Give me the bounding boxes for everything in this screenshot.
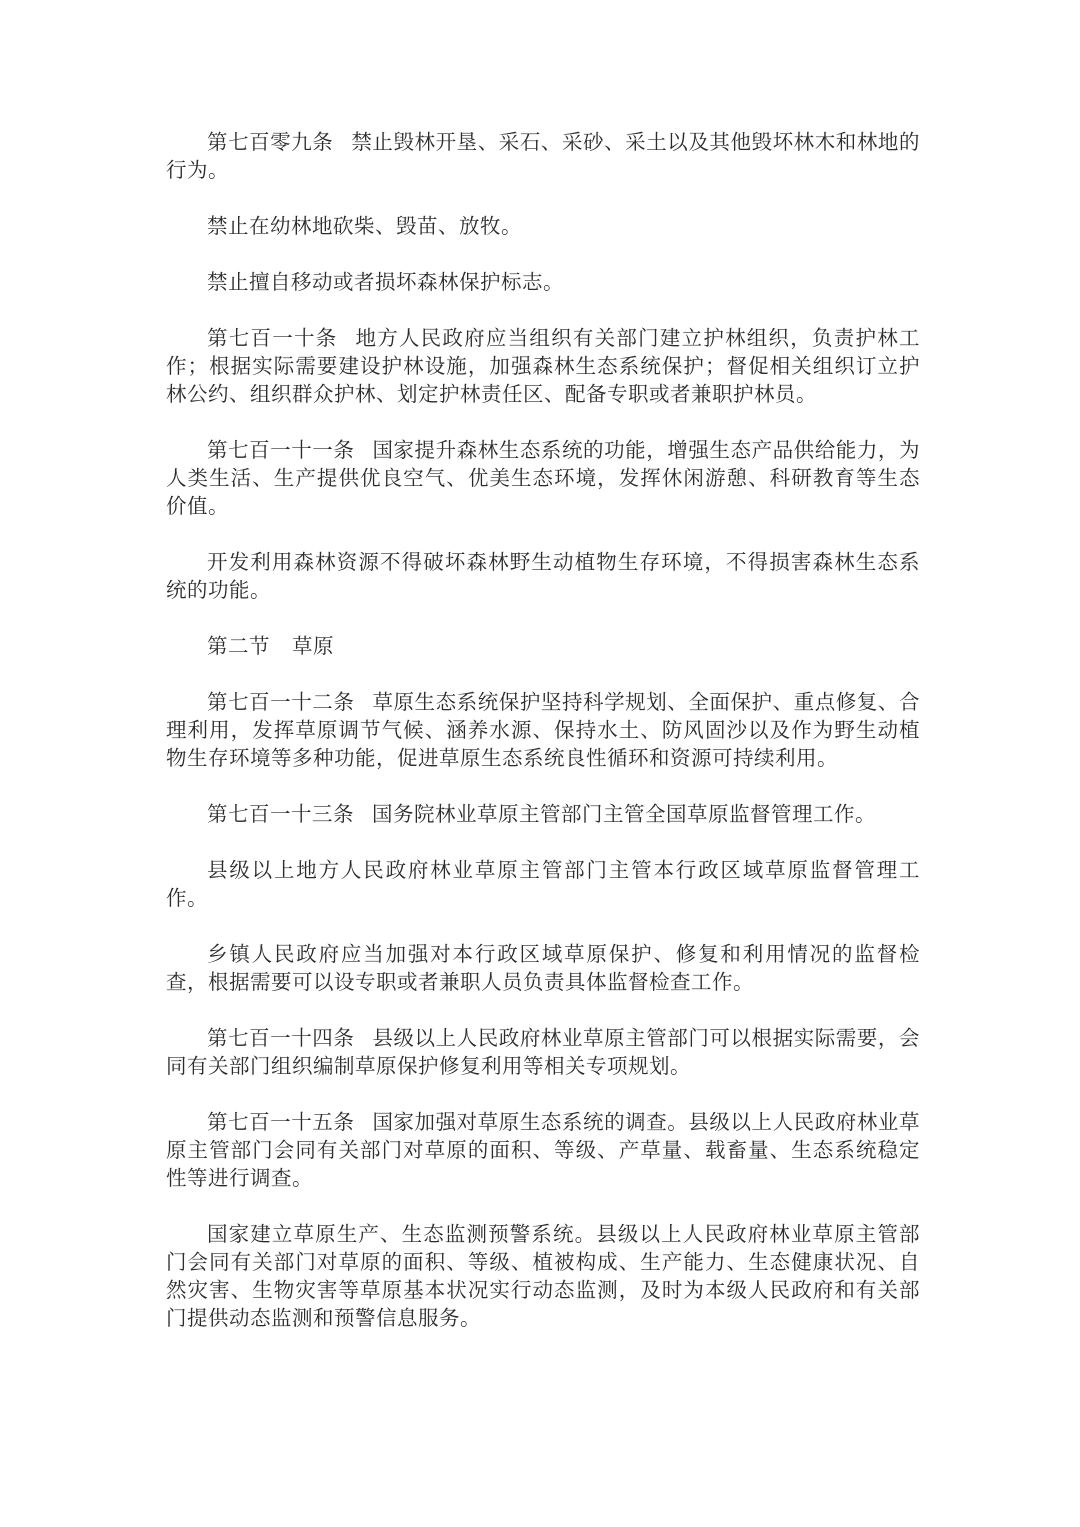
article-text: 禁止毁林开垦、采石、采砂、采土以及其他毁坏林木和林地的行为。 <box>166 130 920 182</box>
paragraph-article-710 <box>166 324 920 408</box>
section-number: 第二节 <box>207 634 270 658</box>
paragraph-article-712 <box>166 688 920 772</box>
article-number: 第七百零九条 <box>207 130 334 154</box>
paragraph-711-clause-2 <box>166 548 920 604</box>
article-text: 县级以上人民政府林业草原主管部门可以根据实际需要，会同有关部门组织编制草原保护修复利用等相关专项规划。 <box>166 1026 920 1078</box>
article-text: 国家建立草原生产、生态监测预警系统。县级以上人民政府林业草原主管部门会同有关部门对草原的面积、等级、植被构成、生产能力、生态健康状况、自然灾害、生物灾害等草原基本状况实行动态监测，及时为本级人民政府和有关部门提供动态监测和预警信息服务。 <box>166 1222 920 1330</box>
paragraph-article-714 <box>166 1024 920 1080</box>
article-number: 第七百一十一条 <box>207 438 355 462</box>
article-text: 开发利用森林资源不得破坏森林野生动植物生存环境，不得损害森林生态系统的功能。 <box>166 550 920 602</box>
article-text: 乡镇人民政府应当加强对本行政区域草原保护、修复和利用情况的监督检查，根据需要可以设专职或者兼职人员负责具体监督检查工作。 <box>166 942 920 994</box>
document-body <box>166 128 920 1332</box>
section-heading <box>166 632 920 660</box>
article-text: 地方人民政府应当组织有关部门建立护林组织，负责护林工作；根据实际需要建设护林设施，加强森林生态系统保护；督促相关组织订立护林公约、组织群众护林、划定护林责任区、配备专职或者兼职护林员。 <box>166 326 920 406</box>
article-text: 国务院林业草原主管部门主管全国草原监督管理工作。 <box>372 802 876 826</box>
section-title: 草原 <box>292 634 334 658</box>
paragraph-709-clause-3 <box>166 268 920 296</box>
article-number: 第七百一十条 <box>207 326 338 350</box>
article-text: 国家提升森林生态系统的功能，增强生态产品供给能力，为人类生活、生产提供优良空气、优美生态环境，发挥休闲游憩、科研教育等生态价值。 <box>166 438 920 518</box>
paragraph-713-clause-2 <box>166 856 920 912</box>
paragraph-715-clause-2 <box>166 1220 920 1332</box>
article-number: 第七百一十二条 <box>207 690 355 714</box>
article-text: 国家加强对草原生态系统的调查。县级以上人民政府林业草原主管部门会同有关部门对草原的面积、等级、产草量、载畜量、生态系统稳定性等进行调查。 <box>166 1110 920 1190</box>
article-text: 禁止在幼林地砍柴、毁苗、放牧。 <box>207 214 522 238</box>
paragraph-article-715 <box>166 1108 920 1192</box>
paragraph-709-clause-2 <box>166 212 920 240</box>
paragraph-article-713 <box>166 800 920 828</box>
article-text: 草原生态系统保护坚持科学规划、全面保护、重点修复、合理利用，发挥草原调节气候、涵养水源、保持水土、防风固沙以及作为野生动植物生存环境等多种功能，促进草原生态系统良性循环和资源可持续利用。 <box>166 690 920 770</box>
article-text: 禁止擅自移动或者损坏森林保护标志。 <box>207 270 564 294</box>
article-number: 第七百一十三条 <box>207 802 354 826</box>
paragraph-article-709 <box>166 128 920 184</box>
article-text: 县级以上地方人民政府林业草原主管部门主管本行政区域草原监督管理工作。 <box>166 858 920 910</box>
paragraph-article-711 <box>166 436 920 520</box>
paragraph-713-clause-3 <box>166 940 920 996</box>
article-number: 第七百一十四条 <box>207 1026 355 1050</box>
article-number: 第七百一十五条 <box>207 1110 355 1134</box>
